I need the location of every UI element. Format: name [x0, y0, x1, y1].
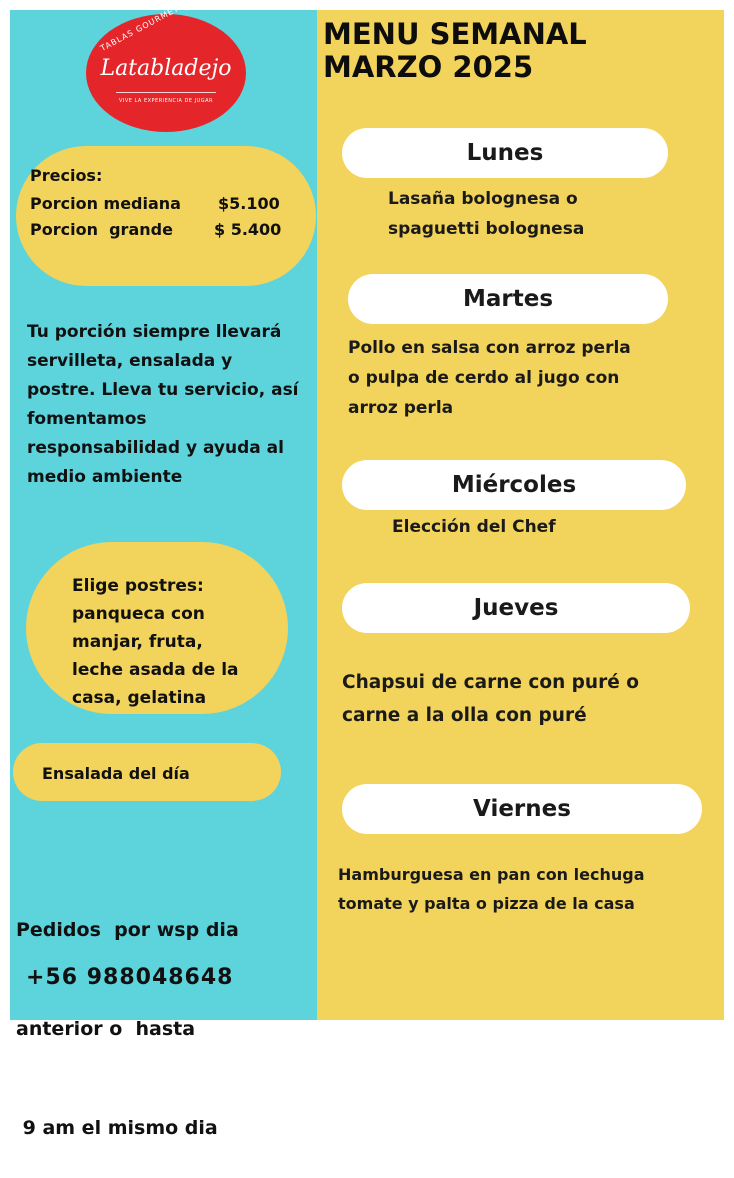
- desserts-text: [72, 572, 282, 712]
- dish-viernes: [338, 860, 645, 918]
- dish-line: Pollo en salsa con arroz perla: [348, 338, 631, 358]
- dish-line: spaguetti bolognesa: [388, 219, 585, 239]
- order-line: anterior o hasta: [16, 1018, 196, 1040]
- dish-line: carne a la olla con puré: [342, 705, 587, 726]
- dish-line: o pulpa de cerdo al jugo con: [348, 368, 620, 388]
- menu-title: [323, 18, 587, 84]
- salad-text: Ensalada del día: [42, 764, 190, 783]
- dish-line: Elección del Chef: [392, 517, 556, 537]
- price-value-medium: $5.100: [218, 194, 280, 213]
- day-pill-miercoles: Miércoles: [342, 460, 686, 510]
- dish-line: Hamburguesa en pan con lechuga: [338, 865, 645, 884]
- desserts-line: leche asada de la: [72, 660, 239, 680]
- menu-title-line1: MENU SEMANAL: [323, 17, 587, 51]
- dish-line: Lasaña bolognesa o: [388, 189, 578, 209]
- phone-number[interactable]: +56 988048648: [26, 965, 234, 990]
- logo-tagline: VIVE LA EXPERIENCIA DE JUGAR: [118, 98, 214, 104]
- price-value-large: $ 5.400: [214, 220, 282, 239]
- day-pill-viernes: Viernes: [342, 784, 702, 834]
- dish-martes: [348, 333, 631, 423]
- order-line: Pedidos por wsp dia: [16, 919, 239, 941]
- service-info: Tu porción siempre llevará servilleta, ensalada y postre. Lleva tu servicio, así fomentamos responsabilidad y ayuda al medio ambiente: [27, 322, 299, 487]
- price-label-medium: Porcion mediana: [30, 194, 181, 213]
- dish-line: Chapsui de carne con puré o: [342, 672, 639, 693]
- desserts-line: panqueca con: [72, 604, 205, 624]
- day-pill-jueves: Jueves: [342, 583, 690, 633]
- price-label-large: Porcion grande: [30, 220, 173, 239]
- desserts-line: manjar, fruta,: [72, 632, 203, 652]
- day-pill-martes: Martes: [348, 274, 668, 324]
- day-pill-lunes: Lunes: [342, 128, 668, 178]
- dish-jueves: [342, 666, 639, 732]
- dish-lunes: [388, 184, 584, 244]
- menu-title-line2: MARZO 2025: [323, 50, 534, 84]
- dish-line: arroz perla: [348, 398, 454, 418]
- prices-heading: Precios:: [30, 166, 103, 185]
- logo-name: Latabladejo: [100, 56, 232, 81]
- order-line: 9 am el mismo dia: [16, 1117, 218, 1139]
- order-instructions: [16, 848, 306, 1178]
- desserts-line: casa, gelatina: [72, 688, 207, 708]
- brand-logo: [86, 3, 246, 132]
- dish-miercoles: [392, 512, 556, 542]
- logo-arc-text: TABLAS GOURMET: [99, 3, 181, 54]
- desserts-line: Elige postres:: [72, 576, 204, 596]
- logo-divider: [116, 92, 216, 93]
- dish-line: tomate y palta o pizza de la casa: [338, 894, 635, 913]
